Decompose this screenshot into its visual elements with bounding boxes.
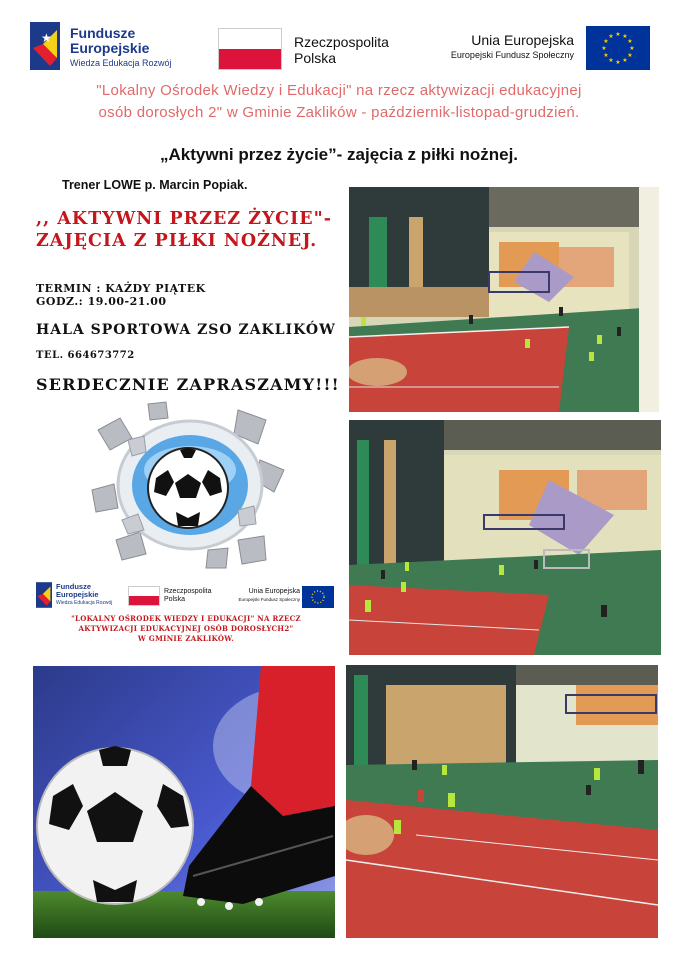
eu-flag-icon: [586, 26, 650, 70]
poster-footer-line3: W GMINIE ZAKLIKÓW.: [137, 634, 235, 643]
svg-text:★: ★: [608, 57, 614, 64]
fe-logo-line1: Fundusze: [70, 25, 136, 41]
main-title: „Aktywni przez życie”- zajęcia z piłki nożnej.: [159, 145, 519, 164]
mini-logos-row: [36, 580, 336, 612]
invitation: SERDECZNIE ZAPRASZAMY!!!: [36, 375, 340, 394]
svg-text:★: ★: [603, 52, 609, 59]
phone: TEL. 664673772: [36, 350, 135, 361]
trainer-line: Trener LOWE p. Marcin Popiak.: [62, 178, 248, 192]
mini-eu-flag-icon: [302, 586, 334, 608]
venue: HALA SPORTOWA ZSO ZAKLIKÓW: [36, 322, 336, 338]
mini-fe-line1: Fundusze: [56, 582, 91, 591]
rp-logo-line2: Polska: [294, 50, 337, 66]
svg-text:★: ★: [629, 45, 635, 52]
ue-logo-line2: Europejski Fundusz Społeczny: [450, 50, 574, 60]
poster-title-line1: ,, AKTYWNI PRZEZ ŻYCIE"-: [36, 209, 332, 229]
svg-text:★: ★: [41, 31, 52, 45]
fe-logo-line2: Europejskie: [70, 40, 150, 56]
poster-footer-line2: AKTYWIZACJI EDUKACYJNEJ OSÓB DOROSŁYCH2": [78, 624, 294, 633]
project-header: [20, 80, 658, 124]
unia-europejska-logo: [440, 24, 650, 74]
gym-photo-3: [346, 665, 658, 938]
rp-logo-line1: Rzeczpospolita: [294, 34, 389, 50]
rzeczpospolita-polska-logo: [218, 28, 408, 72]
mini-fe-line3: Wiedza Edukacja Rozwój: [56, 600, 113, 606]
schedule: [36, 282, 206, 308]
svg-text:★: ★: [627, 52, 633, 59]
schedule-day: TERMIN : KAŻDY PIĄTEK: [36, 282, 206, 295]
svg-text:★: ★: [622, 33, 628, 40]
mini-ue-line1: Unia Europejska: [248, 588, 300, 595]
mini-fe-line2: Europejskie: [56, 590, 99, 599]
svg-text:★: ★: [601, 45, 607, 52]
svg-text:★: ★: [615, 59, 621, 66]
ue-logo-line1: Unia Europejska: [471, 32, 574, 48]
fe-logo-line3: Wiedza Edukacja Rozwój: [70, 58, 172, 68]
mini-fe-flag-icon: [36, 582, 52, 608]
poster-footer-line1: "LOKALNY OŚRODEK WIEDZY I EDUKACJI" NA RZECZ: [71, 614, 301, 623]
svg-text:★: ★: [608, 33, 614, 40]
svg-text:★: ★: [622, 57, 628, 64]
mini-rp-line2: Polska: [164, 596, 186, 603]
project-line-1: "Lokalny Ośrodek Wiedzy i Edukacji" na rzecz aktywizacji edukacyjnej: [96, 82, 582, 99]
svg-text:★: ★: [603, 38, 609, 45]
fundusze-europejskie-logo: [30, 22, 190, 74]
poster-title: [36, 208, 336, 252]
ball-breaking-wall-image: [88, 400, 288, 575]
mini-rp-line1: Rzeczpospolita: [164, 588, 212, 595]
poster-footer-text: [36, 614, 336, 644]
poster-title-line2: ZAJĘCIA Z PIŁKI NOŻNEJ.: [36, 231, 318, 251]
svg-text:★: ★: [615, 31, 621, 38]
project-line-2: osób dorosłych 2" w Gminie Zaklików - październik-listopad-grudzień.: [98, 104, 580, 121]
fe-flag-icon: [30, 22, 60, 70]
polish-flag-icon: [218, 28, 282, 70]
schedule-hours: GODZ.: 19.00-21.00: [36, 295, 167, 308]
ball-and-boot-photo: [33, 666, 335, 938]
mini-ue-line2: Europejski Fundusz Społeczny: [238, 597, 300, 602]
mini-polish-flag-icon: [128, 586, 160, 606]
gym-photo-2: [349, 420, 661, 655]
svg-text:★: ★: [627, 38, 633, 45]
gym-photo-1: [349, 187, 659, 412]
